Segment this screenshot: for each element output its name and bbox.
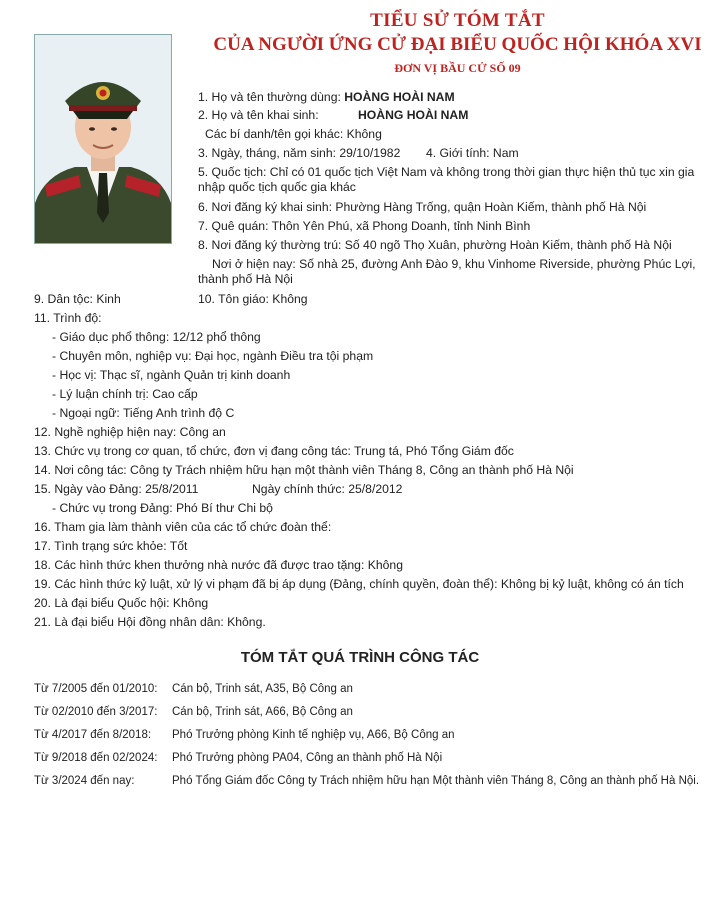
party-official-date: Ngày chính thức: 25/8/2012	[252, 482, 403, 496]
document-subtitle: CỦA NGƯỜI ỨNG CỬ ĐẠI BIỂU QUỐC HỘI KHÓA XVI	[213, 34, 702, 55]
party-admission-date: 15. Ngày vào Đảng: 25/8/2011	[34, 482, 199, 496]
aliases: Các bí danh/tên gọi khác: Không	[205, 127, 382, 141]
work-description: Phó Trưởng phòng PA04, Công an thành phố Hà Nội	[172, 752, 443, 764]
peoples-council-delegate: 21. Là đại biểu Hội đồng nhân dân: Không.	[34, 615, 266, 629]
national-assembly-delegate: 20. Là đại biểu Quốc hội: Không	[34, 596, 209, 610]
workplace: 14. Nơi công tác: Công ty Trách nhiệm hữu hạn một thành viên Tháng 8, Công an thành phố Hà Nội	[34, 463, 574, 477]
foreign-language: - Ngoại ngữ: Tiếng Anh trình độ C	[52, 406, 235, 420]
work-period: Từ 7/2005 đến 01/2010:	[34, 683, 158, 695]
document-title: TIỂU SỬ TÓM TẮT	[370, 10, 545, 31]
academic-degree: - Học vị: Thạc sĩ, ngành Quản trị kinh doanh	[52, 368, 291, 382]
birth-name: 2. Họ và tên khai sinh: HOÀNG HOÀI NAM	[198, 108, 469, 122]
religion: 10. Tôn giáo: Không	[198, 292, 308, 306]
nationality: 5. Quốc tịch: Chỉ có 01 quốc tịch Việt Nam và không trong thời gian thực hiện thủ tục xin gia nhập quốc tịch quốc gia khác	[198, 165, 695, 194]
portrait-photo	[34, 34, 172, 244]
gender: 4. Giới tính: Nam	[426, 146, 519, 160]
hometown: 7. Quê quán: Thôn Yên Phú, xã Phong Doanh, tỉnh Ninh Bình	[198, 219, 531, 233]
work-period: Từ 4/2017 đến 8/2018:	[34, 729, 152, 741]
common-name: 1. Họ và tên thường dùng: HOÀNG HOÀI NAM	[198, 90, 455, 104]
date-of-birth: 3. Ngày, tháng, năm sinh: 29/10/1982	[198, 146, 401, 160]
occupation: 12. Nghề nghiệp hiện nay: Công an	[34, 425, 226, 439]
work-period: Từ 02/2010 đến 3/2017:	[34, 706, 158, 718]
current-residence: Nơi ở hiện nay: Số nhà 25, đường Anh Đào 9, khu Vinhome Riverside, phường Phúc Lợi, thành phố Hà Nội	[198, 257, 696, 286]
birth-registration-place: 6. Nơi đăng ký khai sinh: Phường Hàng Trống, quận Hoàn Kiếm, thành phố Hà Nội	[198, 200, 647, 214]
health-status: 17. Tình trạng sức khỏe: Tốt	[34, 539, 188, 553]
work-description: Phó Trưởng phòng Kinh tế nghiệp vụ, A66, Bộ Công an	[172, 729, 455, 741]
work-history-title: TÓM TẮT QUÁ TRÌNH CÔNG TÁC	[240, 649, 480, 666]
political-theory: - Lý luận chính trị: Cao cấp	[52, 387, 198, 401]
general-education: - Giáo dục phổ thông: 12/12 phổ thông	[52, 330, 261, 344]
disciplinary-record: 19. Các hình thức kỷ luật, xử lý vi phạm đã bị áp dụng (Đảng, chính quyền, đoàn thể): Không bị kỷ luật, không có án tích	[34, 577, 684, 591]
organization-membership: 16. Tham gia làm thành viên của các tổ chức đoàn thể:	[34, 520, 332, 534]
electoral-unit: ĐƠN VỊ BẦU CỬ SỐ 09	[394, 61, 521, 75]
work-description: Cán bộ, Trinh sát, A35, Bộ Công an	[172, 683, 353, 695]
qualifications-heading: 11. Trình độ:	[34, 311, 102, 325]
ethnicity: 9. Dân tộc: Kinh	[34, 292, 121, 306]
permanent-residence: 8. Nơi đăng ký thường trú: Số 40 ngõ Thọ Xuân, phường Hoàn Kiếm, thành phố Hà Nội	[198, 238, 672, 252]
position: 13. Chức vụ trong cơ quan, tổ chức, đơn vị đang công tác: Trung tá, Phó Tổng Giám đốc	[34, 444, 514, 458]
work-description: Cán bộ, Trinh sát, A66, Bộ Công an	[172, 706, 353, 718]
awards: 18. Các hình thức khen thưởng nhà nước đã được trao tặng: Không	[34, 558, 403, 572]
work-period: Từ 3/2024 đến nay:	[34, 775, 135, 787]
work-period: Từ 9/2018 đến 02/2024:	[34, 752, 158, 764]
professional-training: - Chuyên môn, nghiệp vụ: Đại học, ngành Điều tra tội phạm	[52, 349, 374, 363]
work-description: Phó Tổng Giám đốc Công ty Trách nhiệm hữu hạn Một thành viên Tháng 8, Công an thành phố Hà Nội.	[172, 775, 700, 787]
party-position: - Chức vụ trong Đảng: Phó Bí thư Chi bộ	[52, 501, 273, 515]
